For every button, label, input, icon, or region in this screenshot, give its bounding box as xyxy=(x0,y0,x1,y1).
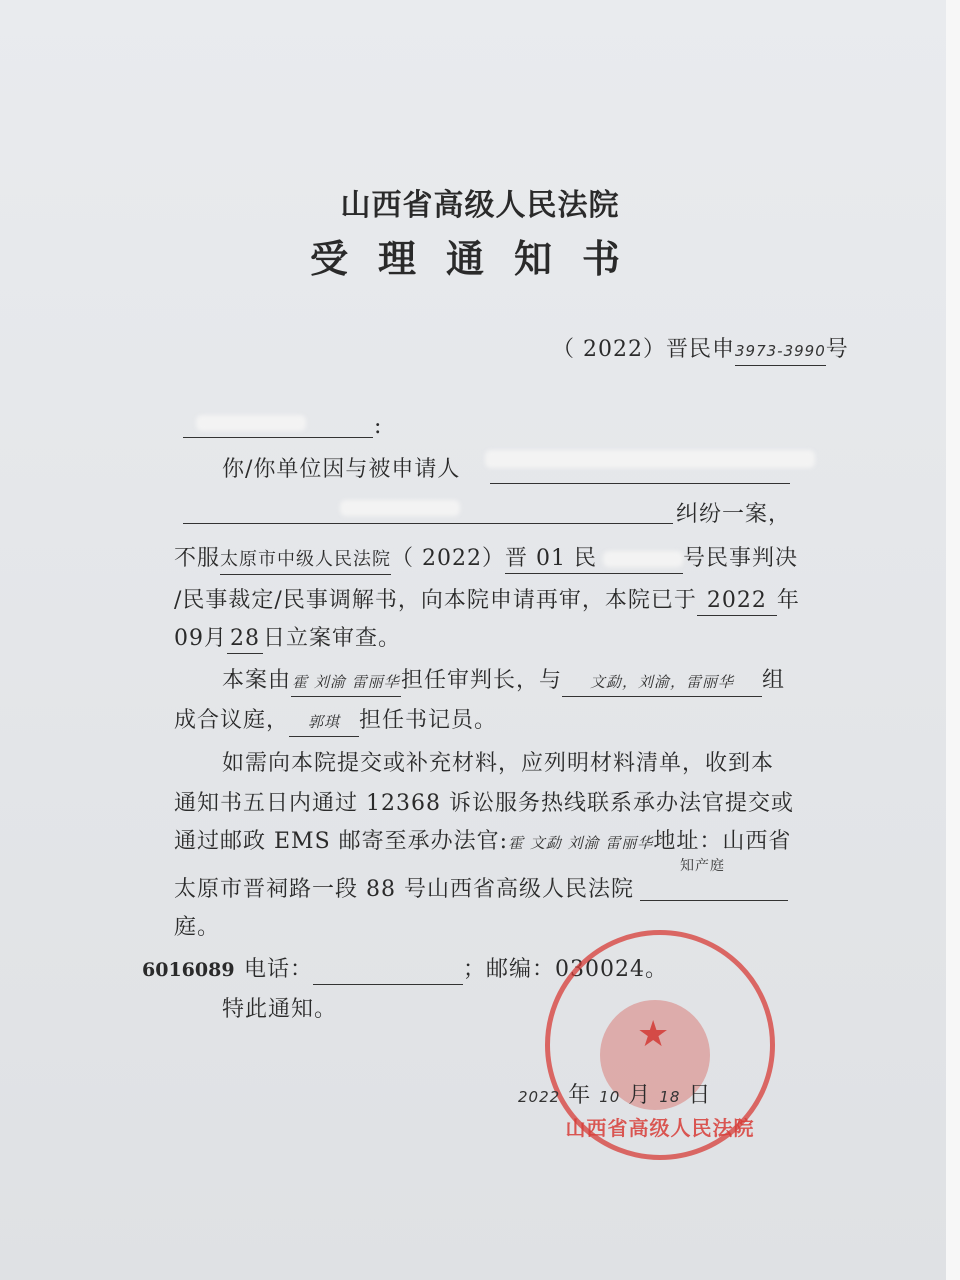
text: /民事裁定/民事调解书，向本院申请再审，本院已于 xyxy=(174,588,697,613)
filing-month: 09月 xyxy=(174,626,227,651)
text: 成合议庭， xyxy=(174,708,290,733)
redacted-respondent xyxy=(485,450,815,468)
para3-line2: 通知书五日内通过 12368 诉讼服务热线联系承办法官提交或 xyxy=(174,791,794,816)
original-court: 太原市中级人民法院 xyxy=(220,546,391,575)
text: 年 xyxy=(568,1083,592,1108)
date-month: 10 xyxy=(599,1088,621,1106)
respondent-line xyxy=(490,483,790,484)
text: 担任书记员。 xyxy=(359,708,498,733)
para1-line1: 你/你单位因与被申请人 xyxy=(222,457,461,482)
closing: 特此通知。 xyxy=(222,997,338,1022)
filing-day: 28 xyxy=(227,625,263,654)
para3-line5: 庭。 xyxy=(174,915,221,940)
text: （ 2022） xyxy=(391,546,505,571)
para1-line3 xyxy=(174,545,798,575)
panel-members: 文勐，刘渝，雷丽华 xyxy=(562,668,762,697)
date-year: 2022 xyxy=(518,1088,561,1106)
text: 日 xyxy=(688,1083,712,1108)
text: 组 xyxy=(762,668,786,693)
text: 不服 xyxy=(174,546,221,571)
para3-line4: 太原市晋祠路一段 88 号山西省高级人民法院 xyxy=(174,877,634,902)
text: 担任审判长，与 xyxy=(401,668,563,693)
case-number-handwritten: 3973-3990 xyxy=(735,337,826,366)
dispute-line xyxy=(183,523,673,524)
division-line xyxy=(640,900,788,901)
handling-judges: 霍 文勐 刘渝 雷丽华 xyxy=(508,834,654,852)
case-number-suffix: 号 xyxy=(825,337,849,362)
text: 通过邮政 EMS 邮寄至承办法官: xyxy=(174,829,509,854)
applicant-line xyxy=(183,437,373,438)
text: 年 xyxy=(776,588,800,613)
seal-text: 山西省高级人民法院 xyxy=(565,1116,755,1140)
para1-line4 xyxy=(174,587,800,616)
original-case-number: 晋 01 民 xyxy=(505,546,597,571)
text: 日立案审查。 xyxy=(263,626,402,651)
case-number-prefix: （ 2022）晋民申 xyxy=(552,337,735,362)
salutation-colon: : xyxy=(374,414,383,439)
clerk: 郭琪 xyxy=(289,708,359,737)
date-day: 18 xyxy=(659,1088,681,1106)
text: 月 xyxy=(628,1083,652,1108)
para1-line5 xyxy=(174,625,401,654)
redacted-dispute xyxy=(340,500,460,516)
issue-date xyxy=(518,1082,711,1111)
para1-line2: 纠纷一案， xyxy=(676,502,792,527)
text: 号民事判决 xyxy=(682,546,798,571)
para3-line3 xyxy=(174,828,791,857)
para2-line2 xyxy=(174,707,497,737)
phone-number: 6016089 xyxy=(142,959,235,981)
document-title: 受理通知书 xyxy=(309,236,650,281)
text: 地址：山西省 xyxy=(653,829,792,854)
star-icon: ★ xyxy=(637,1014,670,1055)
redacted-applicant xyxy=(196,415,306,431)
para3-line1: 如需向本院提交或补充材料，应列明材料清单，收到本 xyxy=(222,751,775,776)
court-name: 山西省高级人民法院 xyxy=(340,188,620,223)
case-number xyxy=(552,336,849,366)
text: 本案由 xyxy=(222,668,292,693)
postcode: ；邮编：030024。 xyxy=(463,957,668,982)
redacted-case-number xyxy=(603,551,683,567)
division-handwritten: 知产庭 xyxy=(680,858,725,874)
presiding-judge: 霍 刘渝 雷丽华 xyxy=(291,668,401,697)
phone-label: 电话： xyxy=(244,957,314,982)
para2-line1 xyxy=(222,667,785,697)
filing-year: 2022 xyxy=(697,587,777,616)
